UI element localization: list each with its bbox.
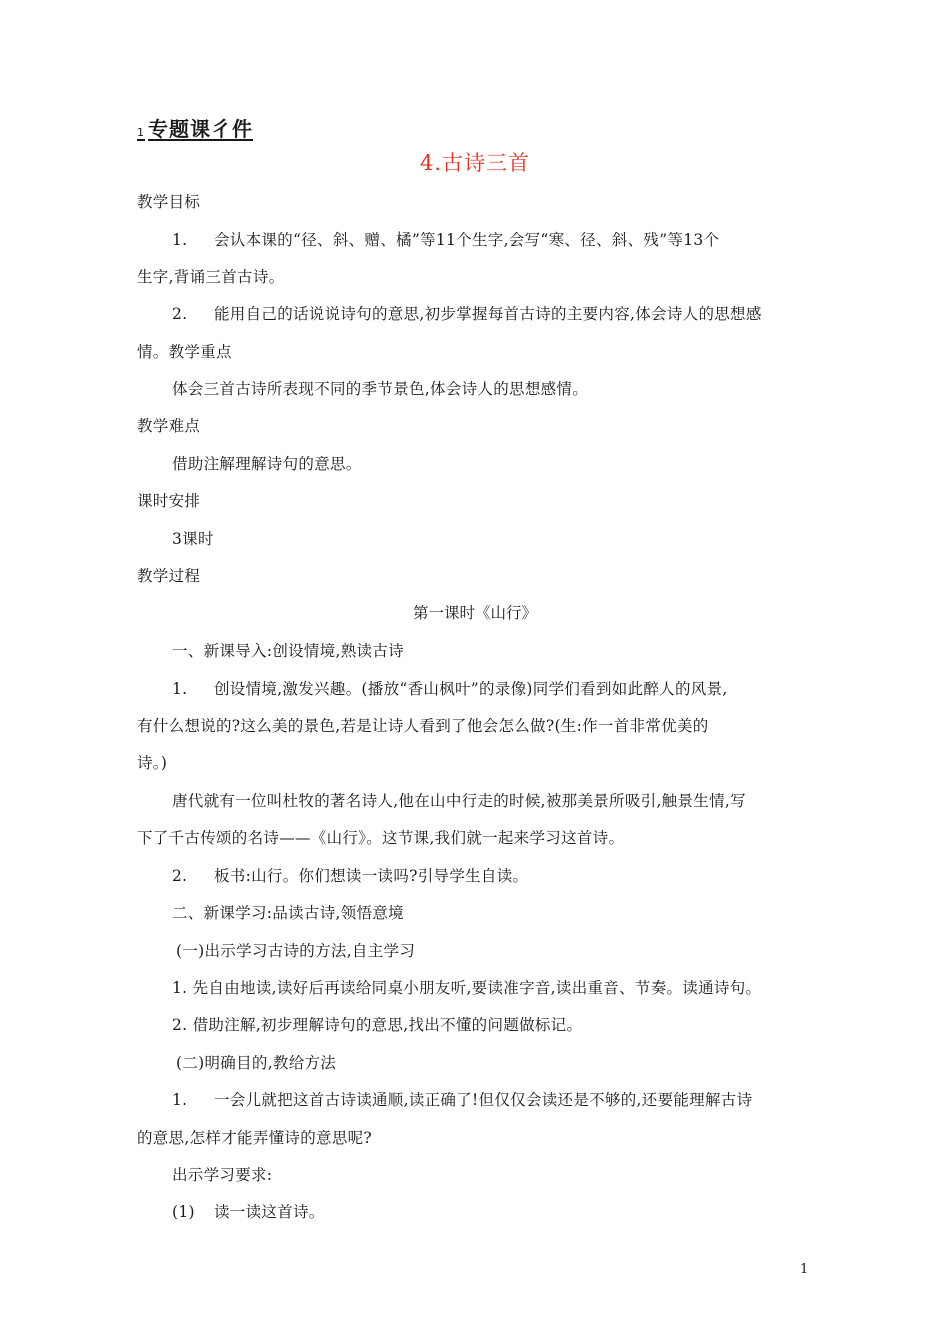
subsection-1-item-1: 1. 先自由地读,读好后再读给同桌小朋友听,要读准字音,读出重音、节奏。读通诗句。 <box>172 979 762 997</box>
difficulty-text: 借助注解理解诗句的意思。 <box>172 455 362 473</box>
goal-2-line-1 <box>172 302 762 324</box>
paragraph-1-line-2: 有什么想说的?这么美的景色,若是让诗人看到了他会怎么做?(生:作一首非常优美的 <box>137 717 709 735</box>
part-1-heading: 一、新课导入:创设情境,熟读古诗 <box>172 642 404 660</box>
schedule-heading: 课时安排 <box>137 492 201 510</box>
process-heading: 教学过程 <box>137 567 201 585</box>
requirement-1-number: (1) <box>172 1203 195 1221</box>
requirement-1 <box>172 1200 325 1222</box>
paragraph-1-line-3: 诗。) <box>137 754 168 772</box>
subsection-1-heading: (一)出示学习古诗的方法,自主学习 <box>176 942 416 960</box>
goal-2-text-a: 能用自己的话说说诗句的意思,初步掌握每首古诗的主要内容,体会诗人的思想感 <box>214 305 762 323</box>
header-mark: 1 <box>137 126 145 139</box>
paragraph-1-line-1 <box>172 677 728 699</box>
requirement-1-text: 读一读这首诗。 <box>214 1203 325 1221</box>
subsection-2-line-2: 的意思,怎样才能弄懂诗的意思呢? <box>137 1129 373 1147</box>
subsection-1-item-2: 2. 借助注解,初步理解诗句的意思,找出不懂的问题做标记。 <box>172 1016 583 1034</box>
goal-2-line-2: 情。教学重点 <box>137 343 232 361</box>
paragraph-1-text-a: 创设情境,激发兴趣。(播放“香山枫叶”的录像)同学们看到如此醉人的风景, <box>214 680 728 698</box>
schedule-text: 3课时 <box>172 530 214 548</box>
difficulty-heading: 教学难点 <box>137 417 201 435</box>
paragraph-1-number: 1. <box>172 680 188 698</box>
header-text: 专题课彳件 <box>148 117 253 141</box>
paragraph-3-text: 板书:山行。你们想读一读吗?引导学生自读。 <box>214 867 529 885</box>
paragraph-3 <box>172 864 528 886</box>
goal-heading: 教学目标 <box>137 193 201 211</box>
lesson-1-title: 第一课时《山行》 <box>412 604 537 622</box>
key-point-text: 体会三首古诗所表现不同的季节景色,体会诗人的思想感情。 <box>172 380 589 398</box>
goal-1-number: 1. <box>172 231 188 249</box>
subsection-2-number: 1. <box>172 1091 188 1109</box>
lesson-title: 4.古诗三首 <box>419 151 531 175</box>
goal-1-line-2: 生字,背诵三首古诗。 <box>137 268 285 286</box>
header-title <box>137 113 253 142</box>
paragraph-2-line-1: 唐代就有一位叫杜牧的著名诗人,他在山中行走的时候,被那美景所吸引,触景生情,写 <box>172 792 746 810</box>
requirements-heading: 出示学习要求: <box>172 1166 273 1184</box>
subsection-2-line-1 <box>172 1088 752 1110</box>
paragraph-3-number: 2. <box>172 867 188 885</box>
part-2-heading: 二、新课学习:品读古诗,领悟意境 <box>172 904 404 922</box>
goal-1-text-a: 会认本课的“径、斜、赠、橘”等11个生字,会写“寒、径、斜、残”等13个 <box>214 231 720 249</box>
goal-1-line-1 <box>172 228 719 250</box>
goal-2-number: 2. <box>172 305 188 323</box>
page-number: 1 <box>800 1262 809 1277</box>
subsection-2-heading: (二)明确目的,教给方法 <box>176 1054 337 1072</box>
paragraph-2-line-2: 下了千古传颂的名诗——《山行》。这节课,我们就一起来学习这首诗。 <box>137 829 625 847</box>
subsection-2-text-a: 一会儿就把这首古诗读通顺,读正确了!但仅仅会读还是不够的,还要能理解古诗 <box>214 1091 753 1109</box>
